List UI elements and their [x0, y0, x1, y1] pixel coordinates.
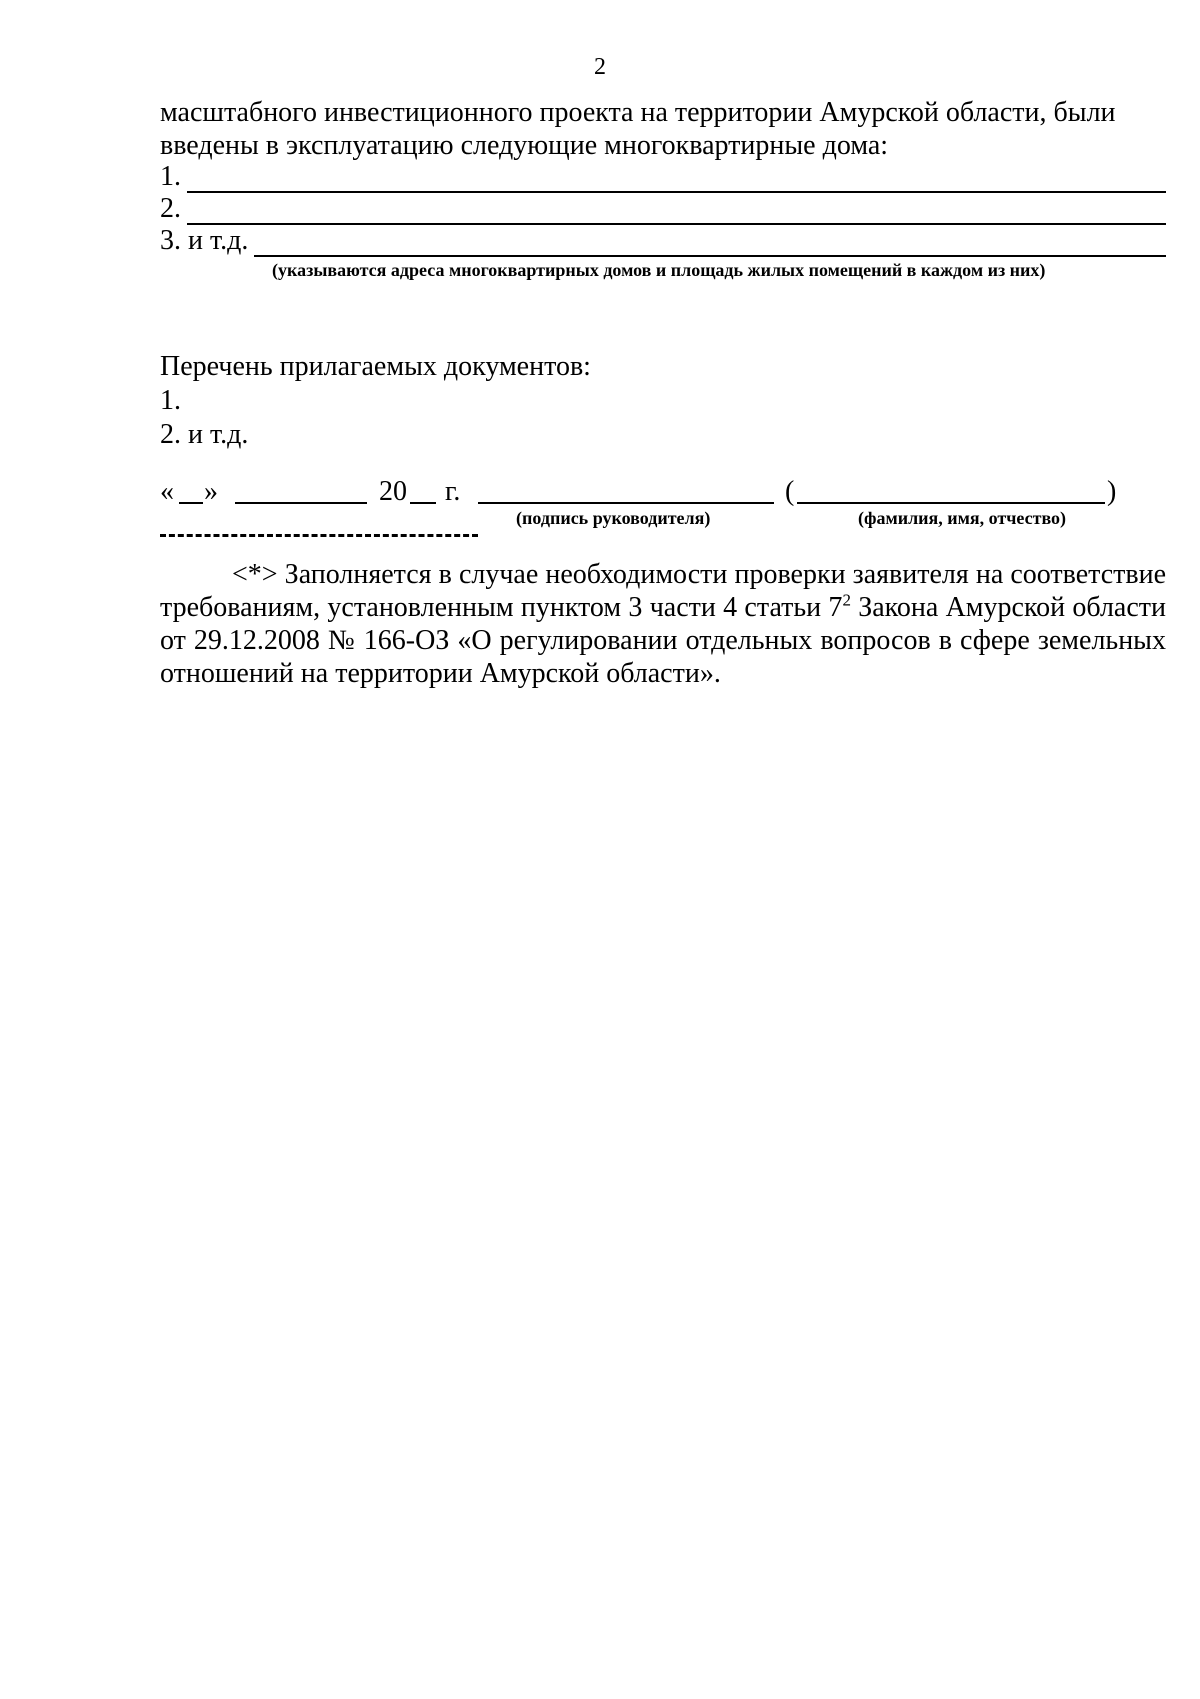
intro-line-2: введены в эксплуатацию следующие многоквартирные дома: — [160, 130, 889, 161]
page-number: 2 — [594, 54, 606, 80]
year-prefix: 20 — [379, 476, 407, 507]
house-item-1-label: 1. — [160, 161, 181, 192]
year-blank — [410, 502, 436, 504]
house-line-3 — [160, 224, 1166, 257]
signature-blank — [478, 502, 774, 504]
house-3-blank — [254, 229, 1166, 257]
document-item-1: 1. — [160, 385, 181, 416]
close-paren: ) — [1107, 476, 1117, 507]
document-item-2: 2. и т.д. — [160, 419, 249, 450]
footnote-text-part2: Закона Амурской области от 29.12.2008 № 166-ОЗ «О регулировании отдельных вопросов в сфере земельных отношений на территории Амурской области». — [160, 592, 1166, 689]
month-blank — [235, 502, 367, 504]
name-blank — [797, 502, 1105, 504]
year-suffix: г. — [445, 476, 461, 507]
day-blank — [179, 502, 203, 504]
footnote — [160, 558, 1166, 690]
signature-row — [160, 474, 1166, 508]
signature-caption: (подпись руководителя) — [516, 508, 711, 528]
houses-caption: (указываются адреса многоквартирных домов и площадь жилых помещений в каждом из них) — [272, 260, 1046, 280]
close-quote: » — [204, 476, 218, 507]
footnote-text-part1: <*> Заполняется в случае необходимости проверки заявителя на соответствие требованиям, установленным пунктом 3 части 4 статьи 7 — [160, 559, 1166, 623]
open-quote: « — [160, 476, 174, 507]
house-2-blank — [187, 197, 1166, 225]
footnote-separator — [160, 534, 478, 537]
documents-heading: Перечень прилагаемых документов: — [160, 351, 591, 382]
intro-line-1: масштабного инвестиционного проекта на территории Амурской области, были — [160, 97, 1116, 128]
footnote-superscript: 2 — [842, 590, 851, 610]
house-line-2 — [160, 192, 1166, 225]
name-caption: (фамилия, имя, отчество) — [858, 508, 1067, 528]
house-1-blank — [187, 165, 1166, 193]
house-item-2-label: 2. — [160, 193, 181, 224]
house-item-3-label: 3. и т.д. — [160, 225, 249, 256]
house-line-1 — [160, 160, 1166, 193]
open-paren: ( — [785, 476, 795, 507]
